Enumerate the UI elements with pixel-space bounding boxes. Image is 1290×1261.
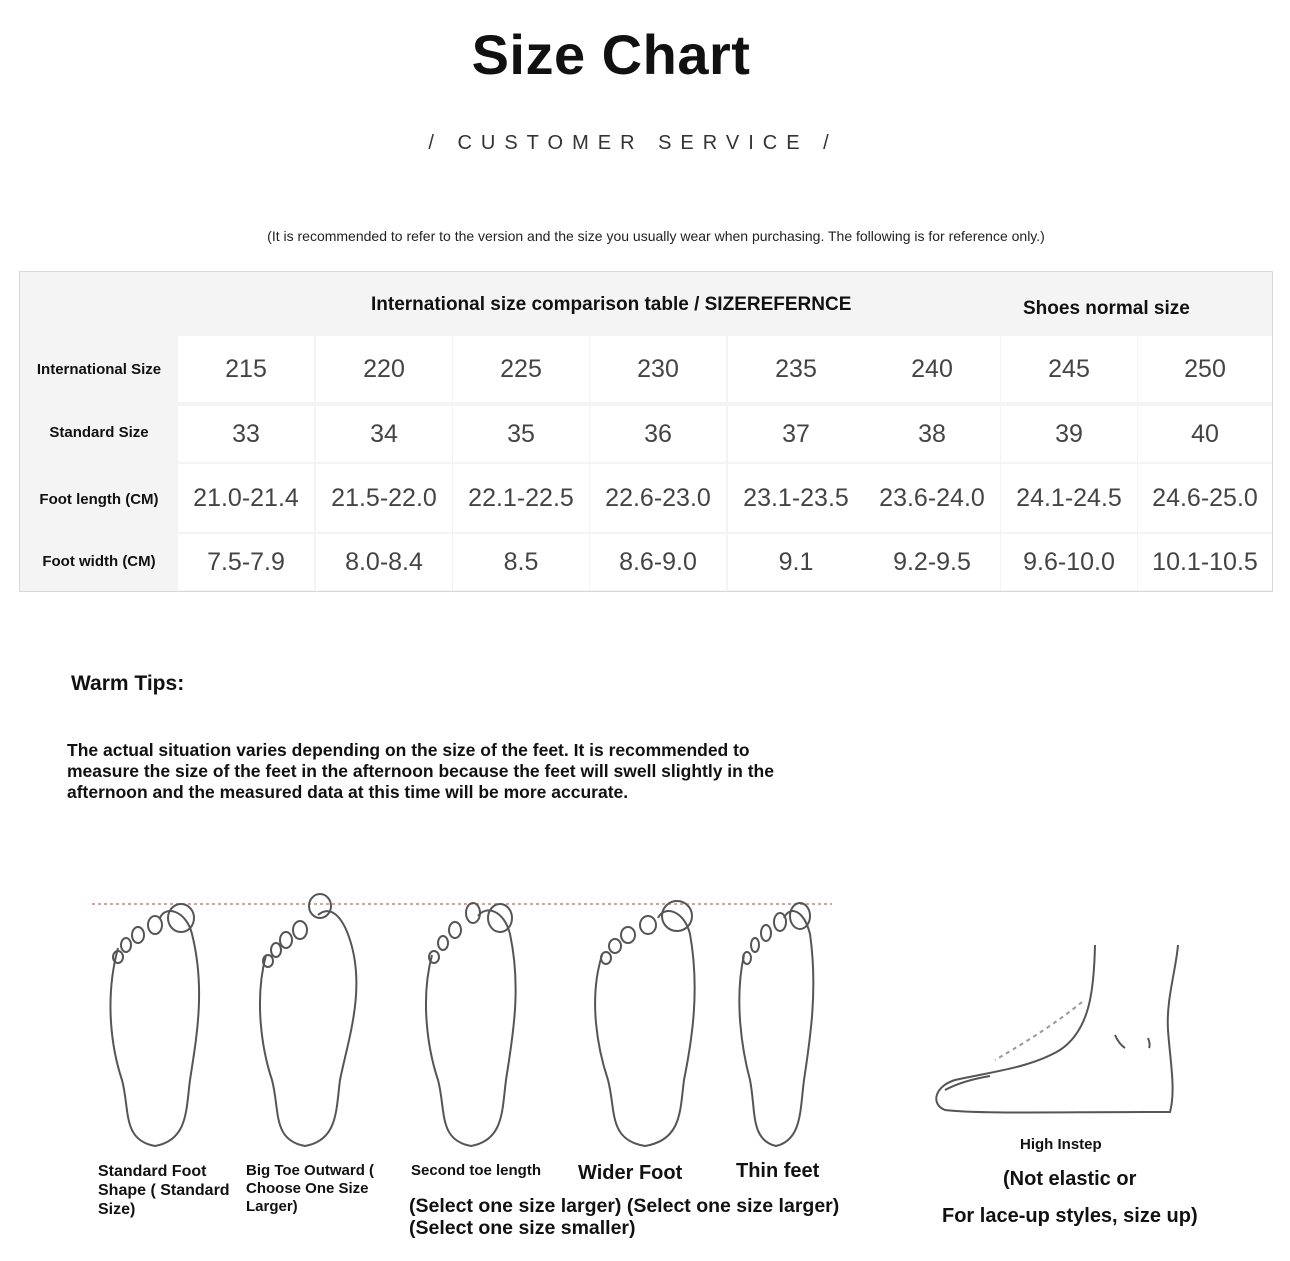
cell-length-3: 22.1-22.5 xyxy=(453,464,589,532)
cell-width-6: 9.2-9.5 xyxy=(864,534,1000,590)
page-title: Size Chart xyxy=(471,23,751,86)
cell-standard-2: 34 xyxy=(316,406,452,462)
standard-foot-icon xyxy=(110,904,199,1146)
cell-length-1: 21.0-21.4 xyxy=(178,464,314,532)
label-wider-foot: Wider Foot xyxy=(578,1162,683,1184)
big-toe-outward-foot-icon xyxy=(260,894,356,1146)
label-second-toe: Second toe length xyxy=(411,1162,542,1179)
label-big-toe-outward: Big Toe Outward ( Choose One Size Larger) xyxy=(246,1162,375,1215)
cell-width-1: 7.5-7.9 xyxy=(178,534,314,590)
row-label-standard: Standard Size xyxy=(49,424,149,441)
thin-foot-icon xyxy=(739,903,813,1146)
cell-width-8: 10.1-10.5 xyxy=(1138,534,1272,590)
cell-width-3: 8.5 xyxy=(453,534,589,590)
cell-international-3: 225 xyxy=(453,336,589,402)
cell-international-1: 215 xyxy=(178,336,314,402)
cell-standard-1: 33 xyxy=(178,406,314,462)
row-label-international: International Size xyxy=(36,361,162,378)
cell-international-4: 230 xyxy=(590,336,726,402)
cell-standard-8: 40 xyxy=(1138,406,1272,462)
label-size-advice: (Select one size larger) (Select one size larger) (Select one size smaller) xyxy=(409,1195,840,1239)
cell-length-2: 21.5-22.0 xyxy=(316,464,452,532)
tips-title: Warm Tips: xyxy=(71,672,185,695)
cell-standard-3: 35 xyxy=(453,406,589,462)
cell-length-5: 23.1-23.5 xyxy=(728,464,864,532)
cell-international-8: 250 xyxy=(1138,336,1272,402)
table-side-heading: Shoes normal size xyxy=(1023,298,1190,319)
cell-length-6: 23.6-24.0 xyxy=(864,464,1000,532)
row-label-length: Foot length (CM) xyxy=(39,491,159,508)
label-high-instep-note-2: For lace-up styles, size up) xyxy=(942,1205,1198,1227)
cell-width-5: 9.1 xyxy=(728,534,864,590)
cell-standard-4: 36 xyxy=(590,406,726,462)
cell-international-2: 220 xyxy=(316,336,452,402)
row-label-width: Foot width (CM) xyxy=(42,553,156,570)
label-standard-foot: Standard Foot Shape ( Standard Size) xyxy=(98,1163,230,1218)
cell-length-8: 24.6-25.0 xyxy=(1138,464,1272,532)
tips-body: The actual situation varies depending on the size of the feet. It is recommended to measure the size of the feet in the afternoon because the feet will swell slightly in the afternoon and the measured data at this time will be more accurate. xyxy=(67,740,774,802)
reference-note: (It is recommended to refer to the version and the size you usually wear when purchasing. The following is for reference only.) xyxy=(267,228,1045,244)
cell-length-7: 24.1-24.5 xyxy=(1001,464,1137,532)
second-toe-foot-icon xyxy=(426,903,516,1146)
cell-international-5: 235 xyxy=(728,336,864,402)
wider-foot-icon xyxy=(595,901,695,1146)
cell-length-4: 22.6-23.0 xyxy=(590,464,726,532)
cell-width-4: 8.6-9.0 xyxy=(590,534,726,590)
table-heading: International size comparison table / SIZEREFERNCE xyxy=(371,294,852,315)
cell-standard-7: 39 xyxy=(1001,406,1137,462)
high-instep-foot-icon xyxy=(936,945,1178,1113)
page-subtitle: / CUSTOMER SERVICE / xyxy=(428,132,838,154)
cell-width-2: 8.0-8.4 xyxy=(316,534,452,590)
label-thin-feet: Thin feet xyxy=(736,1160,820,1182)
cell-standard-5: 37 xyxy=(728,406,864,462)
cell-international-7: 245 xyxy=(1001,336,1137,402)
cell-width-7: 9.6-10.0 xyxy=(1001,534,1137,590)
label-high-instep-note-1: (Not elastic or xyxy=(1003,1168,1137,1190)
label-high-instep: High Instep xyxy=(1020,1136,1102,1153)
cell-standard-6: 38 xyxy=(864,406,1000,462)
cell-international-6: 240 xyxy=(864,336,1000,402)
